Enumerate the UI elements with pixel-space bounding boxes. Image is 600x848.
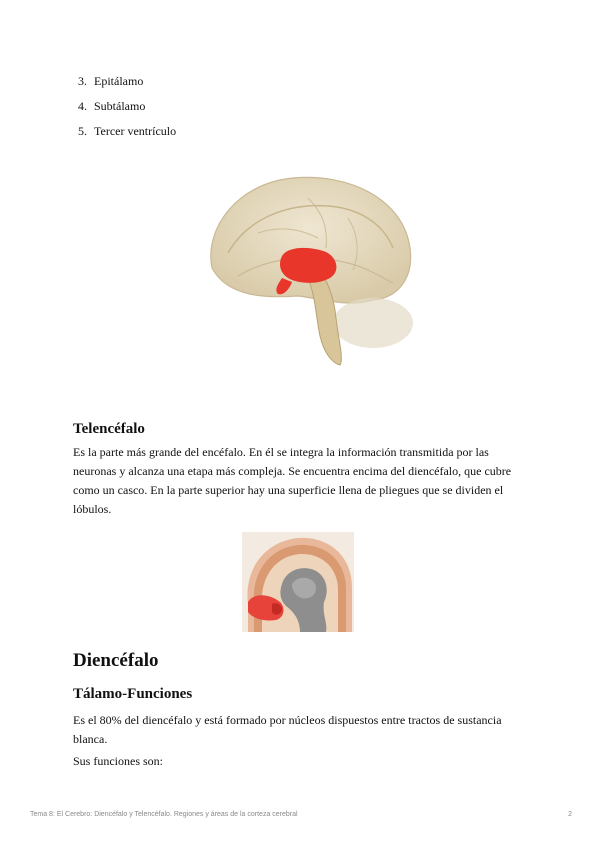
list-number: 5. <box>78 124 87 138</box>
list-text: Epitálamo <box>94 74 144 88</box>
list-item <box>78 123 176 139</box>
list-item <box>78 73 176 89</box>
list-number: 3. <box>78 74 87 88</box>
section-heading-telencefalo: Telencéfalo <box>73 421 145 437</box>
telencefalo-paragraph: Es la parte más grande del encéfalo. En él se integra la información transmitida por las neuronas y alcanza una etapa más compleja. Se encuentra encima del diencéfalo, que cubre como un casco. En la parte superior hay una superficie llena de pliegues que se dividen el lóbulos. <box>73 445 512 516</box>
diencefalo-paragraph: Es el 80% del diencéfalo y está formado por núcleos dispuestos entre tractos de sustancia blanca. <box>73 713 502 746</box>
brain-3d-figure <box>198 158 420 372</box>
list-text: Subtálamo <box>94 99 146 113</box>
list-item <box>78 98 176 114</box>
diencefalo-paragraph-2: Sus funciones son: <box>73 754 163 768</box>
numbered-list <box>78 73 176 148</box>
page-number: 2 <box>568 811 572 818</box>
list-text: Tercer ventrículo <box>94 124 177 138</box>
section-heading-diencefalo: Diencéfalo <box>73 650 159 671</box>
list-number: 4. <box>78 99 87 113</box>
brain-section-figure <box>242 532 354 632</box>
subheading-talamo-funciones: Tálamo-Funciones <box>73 686 193 702</box>
footer-title: Tema 8: El Cerebro: Diencéfalo y Telencéfalo. Regiones y áreas de la corteza cerebral <box>30 811 298 818</box>
